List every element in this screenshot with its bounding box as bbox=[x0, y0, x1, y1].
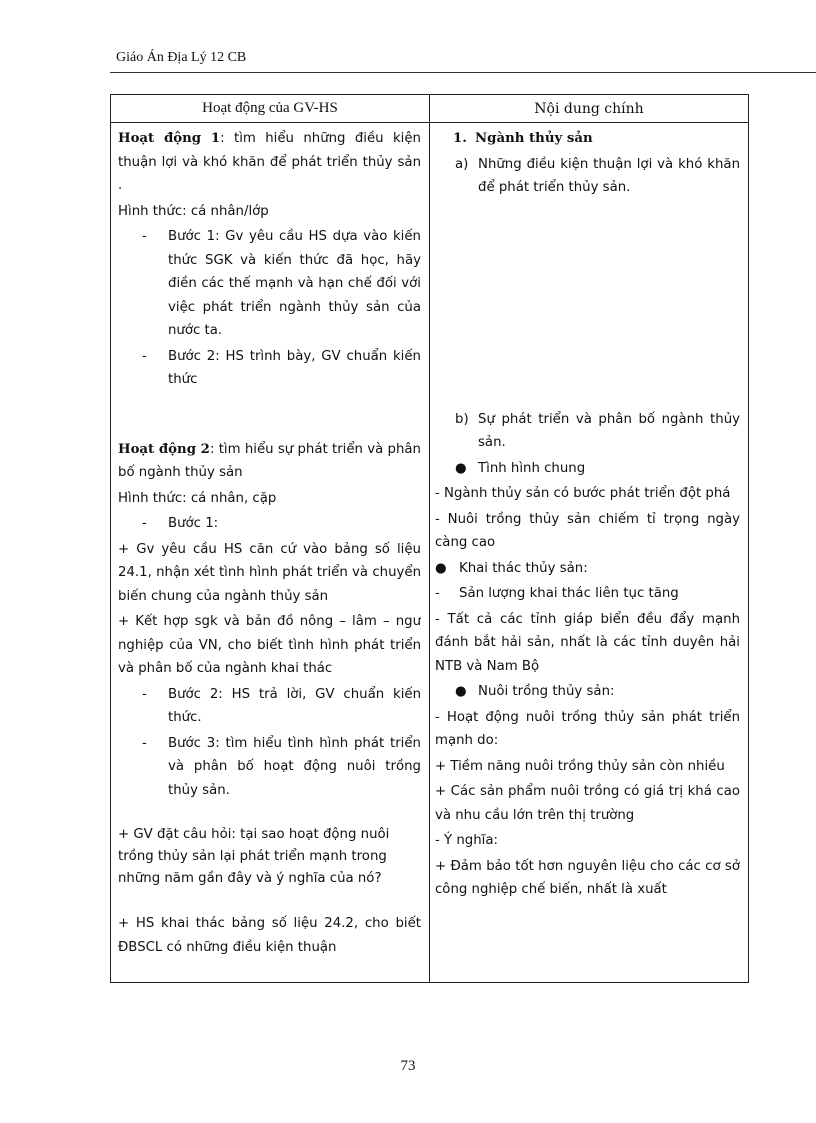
bullet-general: ● Tình hình chung bbox=[455, 460, 586, 476]
activity-1-form: Hình thức: cá nhân/lớp bbox=[118, 203, 269, 219]
activity-2-task-2: + Kết hợp sgk và bản đồ nông – lâm – ngư nghiệp của VN, cho biết tình hình phát triển và phân bố của ngành khai thác bbox=[118, 614, 421, 676]
significance-point-1: + Đảm bảo tốt hơn nguyên liệu cho các cơ sở công nghiệp chế biến, nhất là xuất bbox=[435, 858, 740, 897]
question-2: + HS khai thác bảng số liệu 24.2, cho biết ĐBSCL có những điều kiện thuận bbox=[118, 916, 421, 955]
aquaculture-point-2: + Tiềm năng nuôi trồng thủy sản còn nhiều bbox=[435, 758, 725, 774]
significance-heading: - Ý nghĩa: bbox=[435, 833, 498, 848]
bullet-fishing: ● Khai thác thủy sản: bbox=[435, 560, 588, 576]
page-number: 73 bbox=[400, 1058, 416, 1074]
section-b: b) Sự phát triển và phân bố ngành thủy sản. bbox=[455, 411, 740, 450]
list-item: - Bước 1: bbox=[142, 516, 219, 531]
fishing-point-2: - Tất cả các tỉnh giáp biển đều đẩy mạnh đánh bắt hải sản, nhất là các tỉnh duyên hải NTB và Nam Bộ bbox=[435, 611, 740, 674]
bullet-aquaculture: ● Nuôi trồng thủy sản: bbox=[455, 684, 615, 699]
activity-2-heading: Hoạt động 2: tìm hiểu sự phát triển và phân bố ngành thủy sản bbox=[118, 441, 421, 480]
activity-2-form: Hình thức: cá nhân, cặp bbox=[118, 490, 277, 506]
lesson-table bbox=[110, 94, 749, 983]
col-header-activities: Hoạt động của GV-HS bbox=[111, 95, 430, 123]
section-1-title: 1. Ngành thủy sản bbox=[453, 131, 593, 146]
activities-cell bbox=[111, 123, 430, 983]
fishing-point-1: - Sản lượng khai thác liên tục tăng bbox=[435, 586, 679, 601]
section-a: a) Những điều kiện thuận lợi và khó khăn để phát triển thủy sản. bbox=[455, 156, 740, 195]
general-point-1: - Ngành thủy sản có bước phát triển đột phá bbox=[435, 486, 731, 501]
header-divider bbox=[110, 72, 816, 73]
activity-1-heading: Hoạt động 1: tìm hiểu những điều kiện thuận lợi và khó khăn để phát triển thủy sản . bbox=[118, 131, 421, 193]
col-header-content: Nội dung chính bbox=[430, 95, 749, 123]
list-item: - Bước 1: Gv yêu cầu HS dựa vào kiến thức SGK và kiến thức đã học, hãy điền các thế mạnh và hạn chế đối với việc phát triển ngành thủy sản của nước ta. bbox=[142, 229, 421, 338]
content-cell bbox=[430, 123, 749, 983]
question-1: + GV đặt câu hỏi: tại sao hoạt động nuôi trồng thủy sản lại phát triển mạnh trong những năm gần đây và ý nghĩa của nó? bbox=[118, 827, 390, 886]
aquaculture-point-3: + Các sản phẩm nuôi trồng có giá trị khá cao và nhu cầu lớn trên thị trường bbox=[435, 784, 740, 823]
activity-2-task-1: + Gv yêu cầu HS căn cứ vào bảng số liệu 24.1, nhận xét tình hình phát triển và chuyển biến chung của ngành thủy sản bbox=[118, 541, 421, 604]
running-header: Giáo Án Địa Lý 12 CB bbox=[116, 50, 247, 65]
list-item: - Bước 2: HS trình bày, GV chuẩn kiến thức bbox=[142, 348, 421, 387]
general-point-2: - Nuôi trồng thủy sản chiếm tỉ trọng ngày càng cao bbox=[435, 511, 740, 550]
aquaculture-point-1: - Hoạt động nuôi trồng thủy sản phát triển mạnh do: bbox=[435, 709, 740, 748]
list-item: - Bước 3: tìm hiểu tình hình phát triển và phân bố hoạt động nuôi trồng thủy sản. bbox=[142, 735, 421, 798]
list-item: - Bước 2: HS trả lời, GV chuẩn kiến thức. bbox=[142, 686, 421, 725]
